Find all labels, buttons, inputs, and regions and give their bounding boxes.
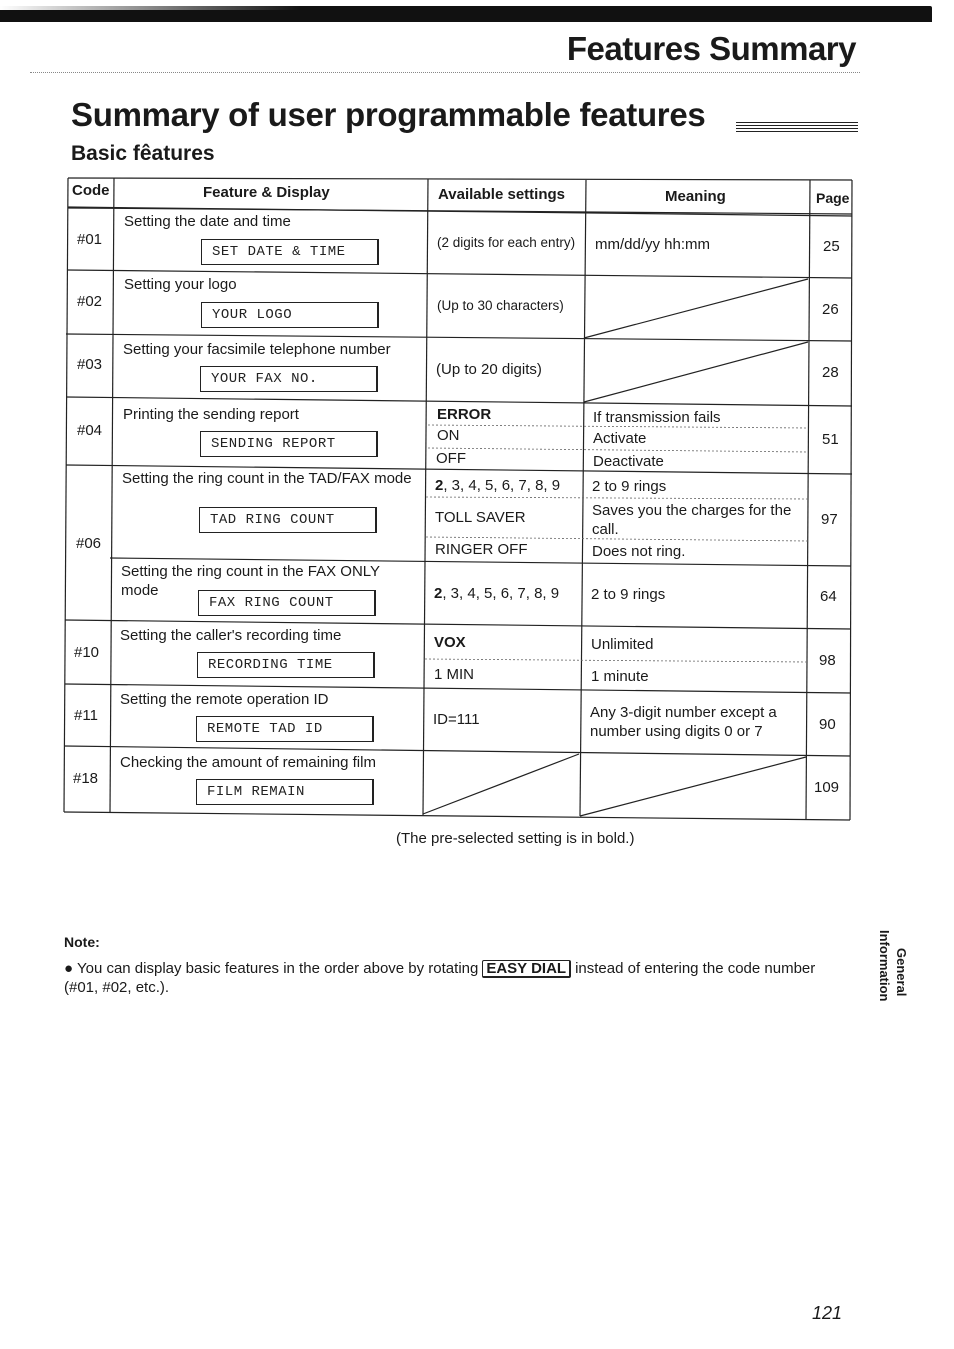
header-page: Page [816,190,850,206]
meaning-cell: Deactivate [593,453,664,470]
lcd-display: YOUR FAX NO. [200,366,378,392]
meaning-cell: If transmission fails [593,409,721,426]
feature-cell: Setting the caller's recording time [120,627,342,644]
feature-cell: Setting your facsimile telephone number [123,341,391,358]
default-ring-count: 2 [435,477,444,494]
table-caption: (The pre-selected setting is in bold.) [396,830,635,847]
code-cell: #01 [77,231,103,248]
code-cell: #10 [74,644,100,661]
lcd-display: REMOTE TAD ID [196,716,374,742]
meaning-cell: 1 minute [591,668,649,685]
meaning-cell: Any 3-digit number except a number using digits 0 or 7 [590,704,777,740]
lcd-display: YOUR LOGO [201,302,379,328]
meaning-cell: 2 to 9 rings [591,586,666,603]
feature-cell: Setting the ring count in the TAD/FAX mode [122,470,412,487]
lcd-display: FILM REMAIN [196,779,374,805]
side-tab-line1: General [894,948,909,997]
feature-cell: Checking the amount of remaining film [120,754,376,771]
note-text [64,959,834,997]
setting-cell [435,476,560,495]
setting-cell: ON [437,427,460,444]
setting-cell: (2 digits for each entry) [437,235,576,250]
side-tab-text [876,930,910,1002]
page-cell: 90 [819,716,836,733]
page-cell: 28 [822,364,839,381]
code-cell: #02 [77,293,103,310]
setting-cell: ID=111 [433,711,480,728]
setting-cell: VOX [434,634,466,651]
code-cell: #04 [77,422,103,439]
header-feature: Feature & Display [203,184,330,201]
page-cell: 51 [822,431,839,448]
ring-count-rest: , 3, 4, 5, 6, 7, 8, 9 [442,585,560,602]
feature-cell: Setting your logo [124,276,237,293]
setting-cell [434,584,559,603]
side-tab [866,930,916,1030]
page-cell: 64 [820,588,837,605]
feature-cell: Setting the date and time [124,213,291,230]
page-title: Summary of user programmable features [71,96,706,133]
setting-cell: (Up to 30 characters) [437,298,564,313]
code-cell: #06 [76,535,102,552]
feature-cell: Setting the remote operation ID [120,691,329,708]
lcd-display: TAD RING COUNT [199,507,377,533]
page-cell: 97 [821,511,838,528]
note-label: Note: [64,934,100,950]
setting-cell: ERROR [437,406,492,423]
page-cell: 25 [823,238,840,255]
setting-cell: TOLL SAVER [435,509,526,526]
setting-cell: 1 MIN [434,666,475,683]
page-cell: 109 [814,779,840,796]
bullet: ● [64,960,74,977]
title-rule [736,122,858,132]
page-cell: 26 [822,301,839,318]
feature-cell: Printing the sending report [123,406,299,423]
lcd-display: SENDING REPORT [200,431,378,457]
header-meaning: Meaning [665,188,726,205]
page-number: 121 [812,1303,843,1323]
easy-dial-key: EASY DIAL [482,960,571,978]
section-underline [30,72,860,73]
code-cell: #18 [73,770,99,787]
note-text-after: instead of entering the code number (#01, #02, etc.). [64,960,816,996]
lcd-display: RECORDING TIME [197,652,375,678]
code-cell: #03 [77,356,103,373]
meaning-cell: Saves you the charges for the call. [592,502,792,538]
subtitle: Basic fêatures [71,142,215,165]
page-cell: 98 [819,652,836,669]
lcd-display: SET DATE & TIME [201,239,379,265]
setting-cell: RINGER OFF [435,541,528,558]
setting-cell: OFF [436,450,466,467]
meaning-cell: Does not ring. [592,543,686,560]
meaning-cell: mm/dd/yy hh:mm [595,236,711,253]
meaning-cell: Activate [593,430,647,447]
setting-cell: (Up to 20 digits) [436,361,542,378]
top-banner-fade [0,0,300,10]
feature-cell: Setting the ring count in the FAX ONLY mode [121,563,380,599]
lcd-display: FAX RING COUNT [198,590,376,616]
header-code: Code [72,182,110,199]
meaning-cell: 2 to 9 rings [592,478,667,495]
side-tab-line2: Information [877,930,892,1002]
default-ring-count: 2 [434,585,443,602]
header-settings: Available settings [438,186,565,203]
code-cell: #11 [74,707,98,724]
ring-count-rest: , 3, 4, 5, 6, 7, 8, 9 [443,477,561,494]
note-text-before: You can display basic features in the order above by rotating [76,960,479,977]
section-title: Features Summary [566,30,856,67]
meaning-cell: Unlimited [591,636,654,653]
